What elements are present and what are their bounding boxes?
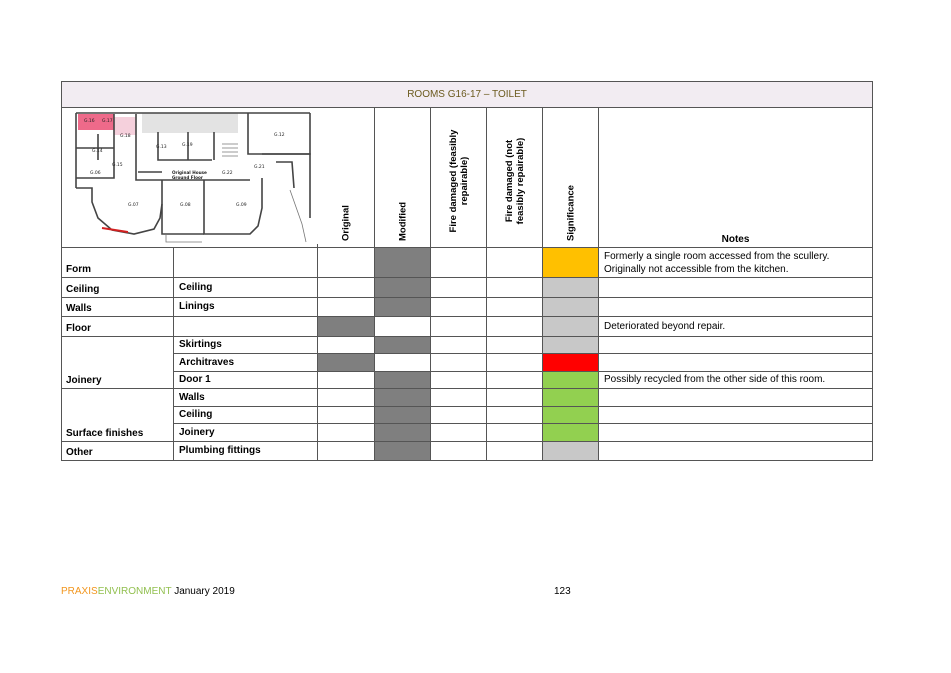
- table-row: [62, 354, 873, 372]
- col-notes-header: Notes: [599, 108, 873, 248]
- original-cell: [318, 406, 375, 424]
- fire-not-repairable-cell: [487, 336, 543, 354]
- plan-caption: Original House: [172, 170, 207, 175]
- room-assessment-table: [61, 81, 873, 461]
- modified-cell: [375, 248, 431, 278]
- modified-cell: [375, 389, 431, 407]
- category-cell: Joinery: [62, 336, 174, 389]
- col-fire-repairable-header: Fire damaged (feasibly repairable): [431, 108, 487, 248]
- table-row: [62, 371, 873, 389]
- notes-cell: [599, 406, 873, 424]
- significance-cell: [543, 297, 599, 317]
- plan-label: G.15: [112, 163, 123, 168]
- notes-cell: [599, 297, 873, 317]
- table-row: [62, 297, 873, 317]
- modified-cell: [375, 297, 431, 317]
- plan-label: G.19: [182, 143, 193, 148]
- original-cell: [318, 354, 375, 372]
- notes-cell: [599, 336, 873, 354]
- table-row: [62, 441, 873, 461]
- floor-plan-drawing: [62, 108, 318, 244]
- fire-repairable-cell: [431, 441, 487, 461]
- category-cell: Floor: [62, 317, 174, 337]
- fire-repairable-cell: [431, 406, 487, 424]
- item-cell: Walls: [174, 389, 318, 407]
- original-cell: [318, 336, 375, 354]
- fire-not-repairable-cell: [487, 297, 543, 317]
- original-cell: [318, 317, 375, 337]
- plan-label: G.09: [236, 203, 247, 208]
- modified-cell: [375, 441, 431, 461]
- fire-not-repairable-cell: [487, 406, 543, 424]
- item-cell: Plumbing fittings: [174, 441, 318, 461]
- original-cell: [318, 297, 375, 317]
- notes-cell: [599, 424, 873, 442]
- fire-not-repairable-cell: [487, 317, 543, 337]
- fire-not-repairable-cell: [487, 371, 543, 389]
- table-row: [62, 389, 873, 407]
- significance-cell: [543, 336, 599, 354]
- fire-repairable-cell: [431, 336, 487, 354]
- notes-cell: Deteriorated beyond repair.: [599, 317, 873, 337]
- original-cell: [318, 389, 375, 407]
- modified-cell: [375, 278, 431, 298]
- table-row: [62, 248, 873, 278]
- plan-label: G.13: [156, 145, 167, 150]
- plan-label: G.07: [128, 203, 139, 208]
- fire-not-repairable-cell: [487, 278, 543, 298]
- significance-cell: [543, 248, 599, 278]
- modified-cell: [375, 424, 431, 442]
- fire-repairable-cell: [431, 424, 487, 442]
- notes-cell: [599, 278, 873, 298]
- col-original-header: Original: [318, 108, 375, 248]
- original-cell: [318, 371, 375, 389]
- col-fire-not-repairable-header: Fire damaged (not feasibly repairable): [487, 108, 543, 248]
- plan-label: G.17: [102, 119, 113, 124]
- significance-cell: [543, 317, 599, 337]
- fire-repairable-cell: [431, 278, 487, 298]
- significance-cell: [543, 389, 599, 407]
- plan-label: G.22: [222, 171, 233, 176]
- item-cell: Linings: [174, 297, 318, 317]
- plan-label: G.21: [254, 165, 265, 170]
- fire-repairable-cell: [431, 317, 487, 337]
- table-row: [62, 424, 873, 442]
- fire-repairable-cell: [431, 248, 487, 278]
- item-cell: Ceiling: [174, 406, 318, 424]
- significance-cell: [543, 278, 599, 298]
- fire-not-repairable-cell: [487, 441, 543, 461]
- item-cell: Door 1: [174, 371, 318, 389]
- original-cell: [318, 248, 375, 278]
- table-row: [62, 336, 873, 354]
- original-cell: [318, 441, 375, 461]
- significance-cell: [543, 424, 599, 442]
- modified-cell: [375, 336, 431, 354]
- notes-cell: [599, 354, 873, 372]
- significance-cell: [543, 371, 599, 389]
- significance-cell: [543, 354, 599, 372]
- fire-not-repairable-cell: [487, 248, 543, 278]
- footer-date: January 2019: [174, 586, 235, 597]
- fire-repairable-cell: [431, 354, 487, 372]
- footer-brand: [61, 586, 235, 597]
- plan-label: G.14: [92, 149, 103, 154]
- plan-label: G.06: [90, 171, 101, 176]
- plan-label: G.12: [274, 133, 285, 138]
- col-significance-header: Significance: [543, 108, 599, 248]
- item-cell: [174, 248, 318, 278]
- brand-environment: ENVIRONMENT: [97, 586, 172, 597]
- item-cell: Joinery: [174, 424, 318, 442]
- fire-repairable-cell: [431, 297, 487, 317]
- brand-praxis: PRAXIS: [61, 586, 98, 597]
- plan-caption: Ground Floor: [172, 175, 203, 180]
- fire-not-repairable-cell: [487, 424, 543, 442]
- fire-not-repairable-cell: [487, 354, 543, 372]
- plan-label: G.18: [120, 134, 131, 139]
- plan-label: G.16: [84, 119, 95, 124]
- significance-cell: [543, 406, 599, 424]
- fire-repairable-cell: [431, 371, 487, 389]
- plan-label: G.08: [180, 203, 191, 208]
- modified-cell: [375, 317, 431, 337]
- notes-cell: [599, 441, 873, 461]
- category-cell: Ceiling: [62, 278, 174, 298]
- fire-not-repairable-cell: [487, 389, 543, 407]
- floor-plan: [62, 108, 318, 248]
- heritage-table-sheet: [61, 81, 872, 461]
- modified-cell: [375, 406, 431, 424]
- category-cell: Walls: [62, 297, 174, 317]
- category-cell: Form: [62, 248, 174, 278]
- original-cell: [318, 278, 375, 298]
- modified-cell: [375, 354, 431, 372]
- note-line: Originally not accessible from the kitchen.: [604, 263, 789, 275]
- table-row: [62, 406, 873, 424]
- modified-cell: [375, 371, 431, 389]
- table-title: ROOMS G16-17 – TOILET: [62, 82, 873, 108]
- table-row: [62, 278, 873, 298]
- item-cell: [174, 317, 318, 337]
- col-modified-header: Modified: [375, 108, 431, 248]
- fire-repairable-cell: [431, 389, 487, 407]
- item-cell: Skirtings: [174, 336, 318, 354]
- significance-cell: [543, 441, 599, 461]
- original-cell: [318, 424, 375, 442]
- category-cell: Surface finishes: [62, 389, 174, 442]
- page-number: 123: [554, 586, 571, 597]
- item-cell: Architraves: [174, 354, 318, 372]
- notes-cell: Possibly recycled from the other side of this room.: [599, 371, 873, 389]
- note-line: Formerly a single room accessed from the scullery.: [604, 250, 830, 262]
- notes-cell: [599, 248, 873, 278]
- table-row: [62, 317, 873, 337]
- notes-cell: [599, 389, 873, 407]
- item-cell: Ceiling: [174, 278, 318, 298]
- category-cell: Other: [62, 441, 174, 461]
